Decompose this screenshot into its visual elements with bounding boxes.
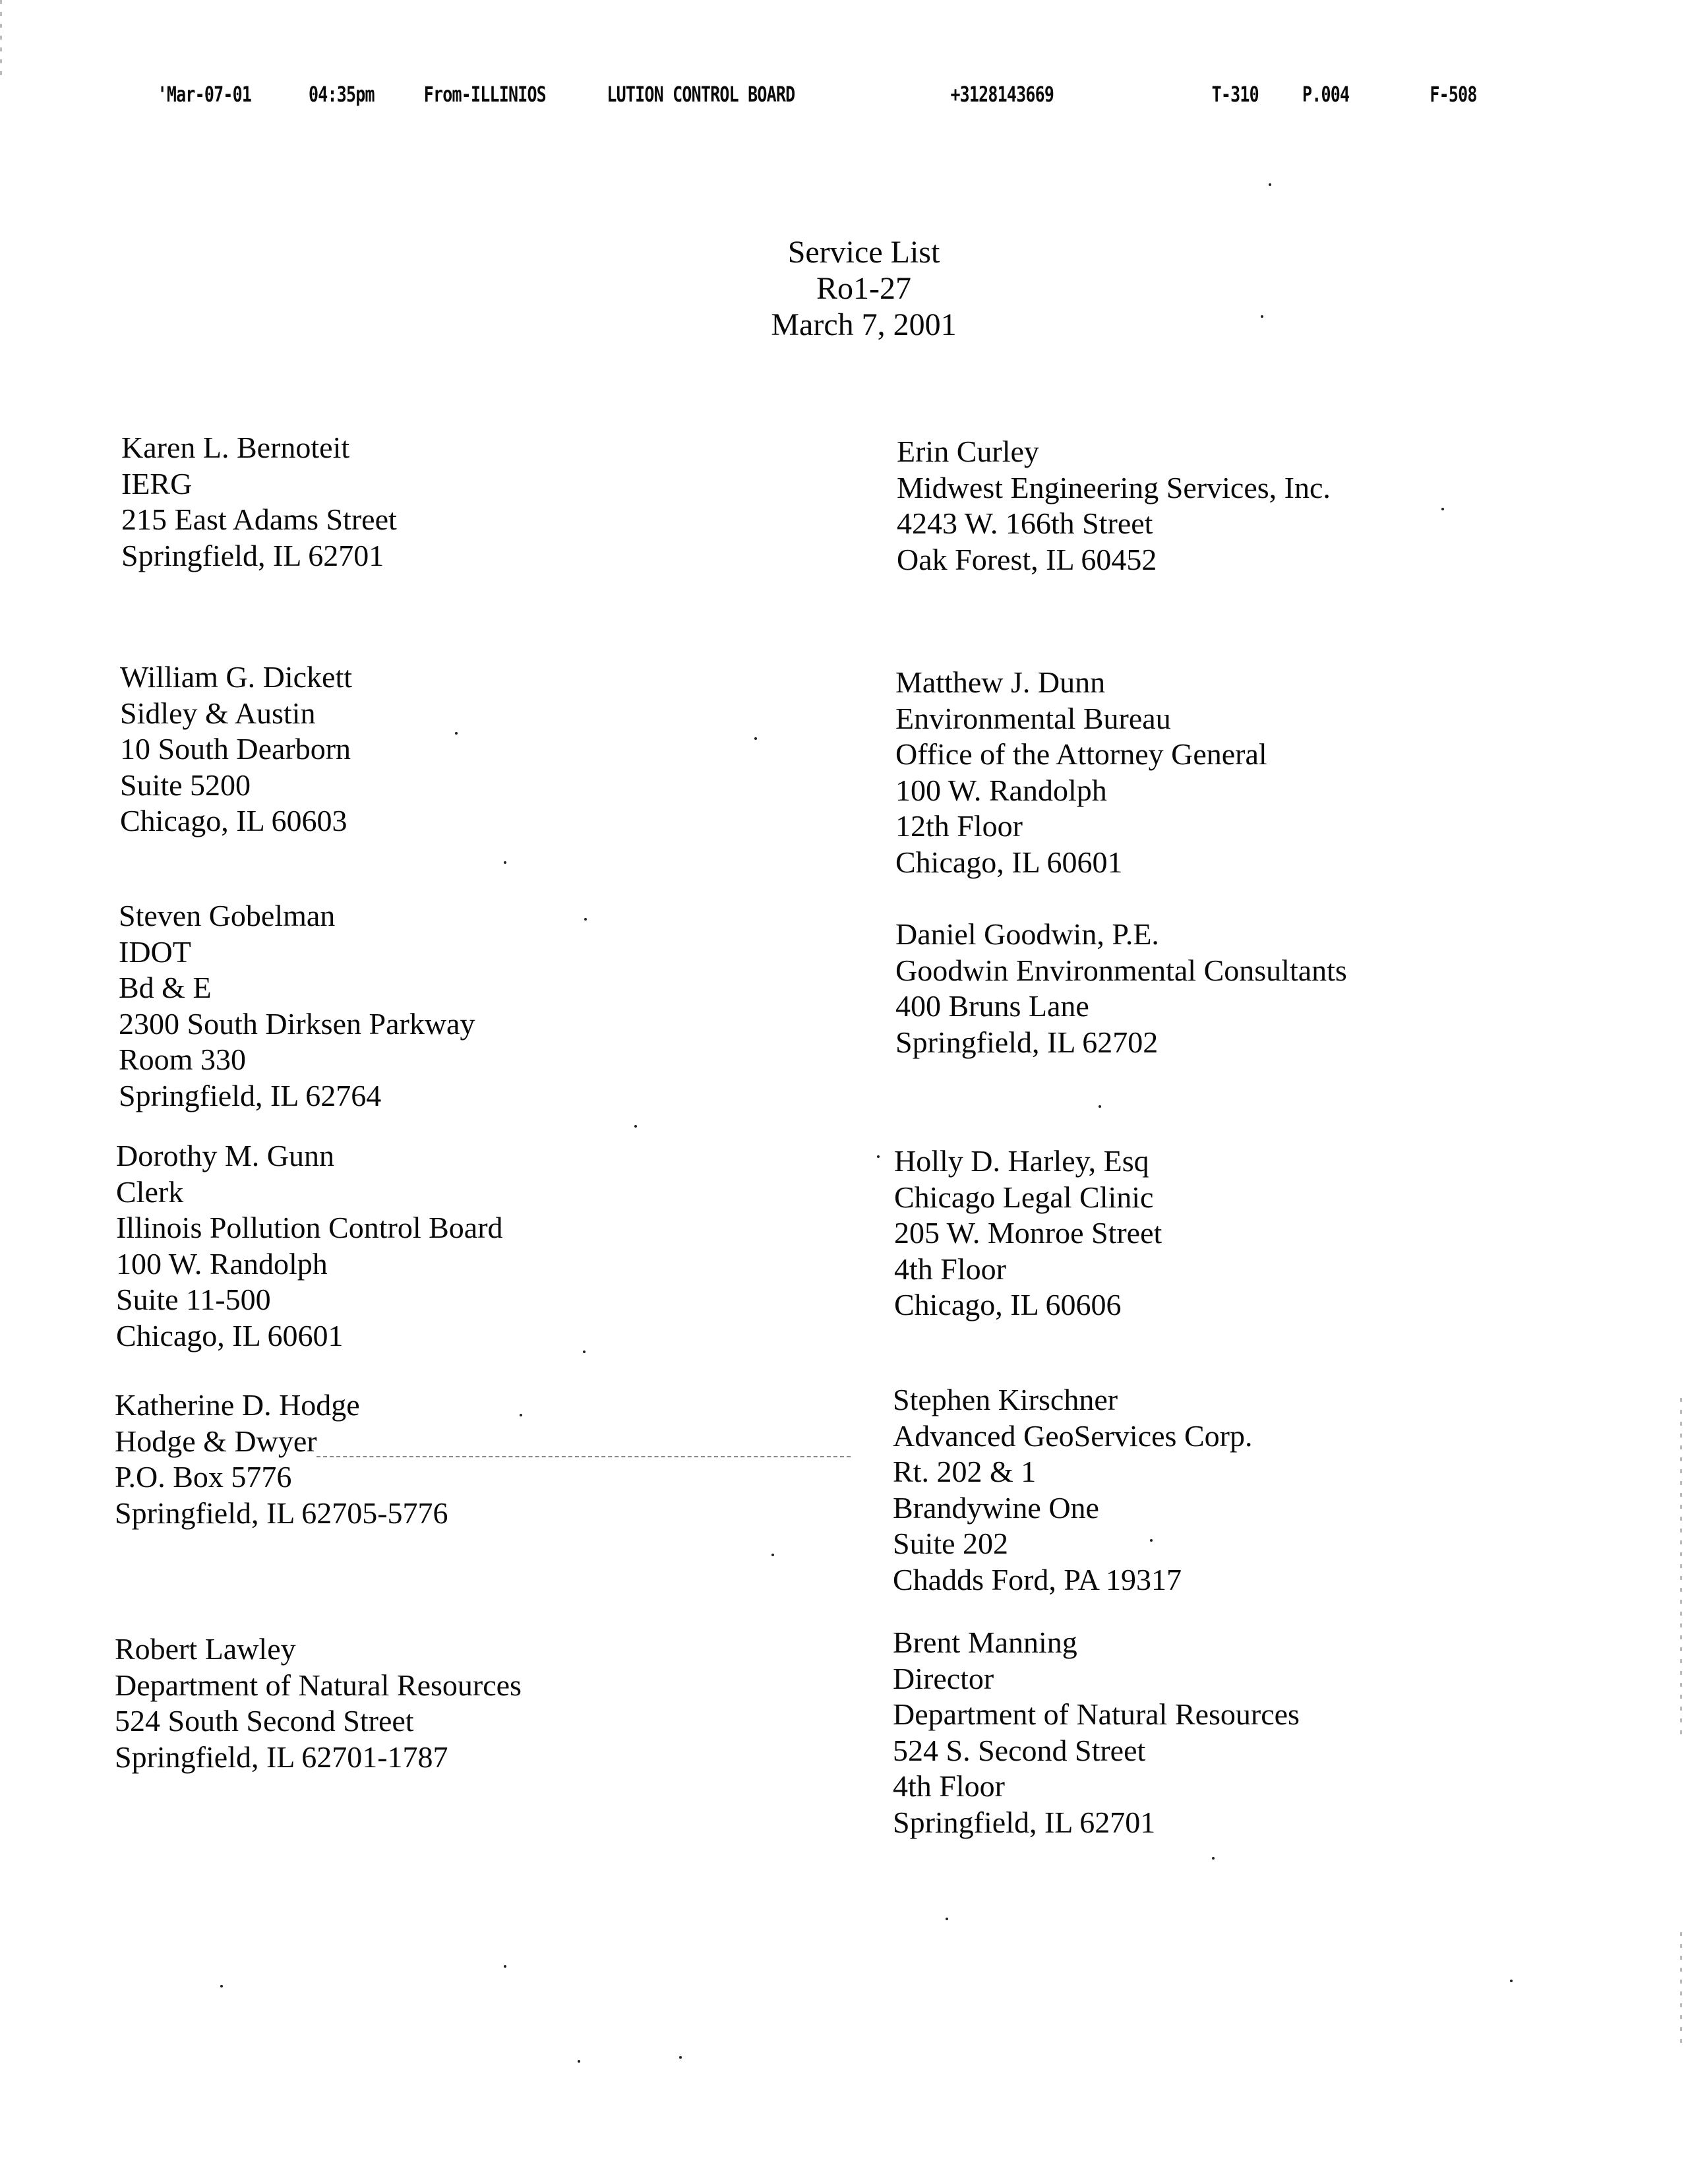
fax-sender: LUTION CONTROL BOARD bbox=[607, 82, 795, 107]
entry-name: Robert Lawley bbox=[115, 1632, 296, 1666]
scan-speck bbox=[584, 918, 587, 921]
scan-speck bbox=[504, 1965, 506, 1968]
entry-line: Department of Natural Resources bbox=[893, 1697, 1300, 1731]
entry-line: 205 W. Monroe Street bbox=[894, 1216, 1162, 1250]
service-entry-right-4 bbox=[894, 1143, 1162, 1323]
service-entry-left-3 bbox=[119, 898, 475, 1114]
entry-line: Advanced GeoServices Corp. bbox=[893, 1418, 1253, 1453]
entry-line: P.O. Box 5776 bbox=[115, 1460, 292, 1494]
scan-edge-noise bbox=[0, 0, 2, 79]
entry-line: 4th Floor bbox=[893, 1769, 1005, 1803]
entry-line: Chicago Legal Clinic bbox=[894, 1180, 1154, 1214]
entry-line: Goodwin Environmental Consultants bbox=[895, 953, 1347, 987]
scan-speck bbox=[634, 1125, 637, 1128]
fax-transmission-id: T-310 bbox=[1211, 82, 1259, 107]
scan-speck bbox=[1099, 1105, 1101, 1108]
entry-line: Springfield, IL 62705-5776 bbox=[115, 1496, 448, 1530]
entry-name: Daniel Goodwin, P.E. bbox=[895, 917, 1159, 951]
entry-line: 400 Bruns Lane bbox=[895, 989, 1089, 1023]
entry-name: Katherine D. Hodge bbox=[115, 1388, 360, 1422]
entry-line: 215 East Adams Street bbox=[121, 502, 397, 536]
service-entry-left-1 bbox=[121, 430, 397, 574]
entry-name: Stephen Kirschner bbox=[893, 1383, 1118, 1416]
entry-line: 524 S. Second Street bbox=[893, 1733, 1146, 1767]
entry-line: Chicago, IL 60606 bbox=[894, 1288, 1122, 1321]
scan-speck bbox=[1261, 315, 1263, 318]
service-entry-left-4 bbox=[116, 1138, 503, 1354]
scan-edge-noise bbox=[1680, 1398, 1682, 1741]
entry-line: Director bbox=[893, 1661, 994, 1695]
scan-speck bbox=[220, 1985, 223, 1987]
scan-speck bbox=[1150, 1539, 1153, 1542]
entry-line: Chicago, IL 60601 bbox=[116, 1318, 344, 1352]
entry-line: Sidley & Austin bbox=[120, 696, 316, 730]
entry-line: Springfield, IL 62701 bbox=[121, 538, 384, 572]
service-entry-right-3 bbox=[895, 917, 1347, 1060]
entry-line: Clerk bbox=[116, 1174, 184, 1209]
entry-name: Holly D. Harley, Esq bbox=[894, 1144, 1149, 1178]
fax-form-number: F-508 bbox=[1430, 82, 1477, 107]
scan-speck bbox=[504, 861, 506, 864]
entry-line: Suite 5200 bbox=[120, 768, 251, 802]
scan-speck bbox=[754, 737, 757, 740]
entry-line: 4th Floor bbox=[894, 1252, 1006, 1286]
entry-line: Springfield, IL 62701-1787 bbox=[115, 1740, 448, 1774]
entry-line: IERG bbox=[121, 466, 193, 501]
entry-line: 100 W. Randolph bbox=[895, 773, 1107, 807]
entry-line: Suite 11-500 bbox=[116, 1283, 271, 1316]
entry-line: Chadds Ford, PA 19317 bbox=[893, 1562, 1182, 1596]
entry-line: Midwest Engineering Services, Inc. bbox=[897, 470, 1331, 504]
fax-date: 'Mar-07-01 bbox=[157, 82, 252, 107]
entry-name: Karen L. Bernoteit bbox=[121, 431, 350, 464]
scan-edge-noise bbox=[1680, 1932, 1682, 2051]
entry-line: 100 W. Randolph bbox=[116, 1246, 328, 1281]
fax-from: From-ILLINIOS bbox=[423, 82, 546, 107]
service-entry-left-6 bbox=[115, 1631, 522, 1775]
fax-phone: +3128143669 bbox=[950, 82, 1054, 107]
entry-line: Hodge & Dwyer bbox=[115, 1424, 317, 1458]
entry-line: Chicago, IL 60601 bbox=[895, 845, 1123, 879]
entry-line: 4243 W. 166th Street bbox=[897, 506, 1153, 540]
scan-speck bbox=[455, 732, 458, 735]
document-title bbox=[712, 234, 1015, 343]
entry-line: Springfield, IL 62701 bbox=[893, 1805, 1156, 1839]
entry-line: IDOT bbox=[119, 934, 191, 969]
entry-line: Rt. 202 & 1 bbox=[893, 1455, 1037, 1488]
scan-speck bbox=[1212, 1857, 1215, 1860]
scan-speck bbox=[679, 2056, 682, 2059]
title-date: March 7, 2001 bbox=[771, 307, 957, 342]
entry-name: Brent Manning bbox=[893, 1625, 1077, 1659]
entry-line: Chicago, IL 60603 bbox=[120, 804, 347, 837]
title-heading: Service List bbox=[787, 235, 940, 270]
service-entry-left-2 bbox=[120, 659, 352, 839]
scan-speck bbox=[946, 1918, 948, 1920]
scan-speck bbox=[578, 2060, 580, 2063]
scan-speck bbox=[1510, 1980, 1513, 1982]
scan-speck bbox=[1269, 183, 1271, 186]
entry-line: Suite 202 bbox=[893, 1527, 1009, 1560]
entry-name: Dorothy M. Gunn bbox=[116, 1139, 334, 1172]
title-docket: Ro1-27 bbox=[816, 271, 911, 306]
scan-speck bbox=[583, 1350, 586, 1353]
entry-line: Environmental Bureau bbox=[895, 701, 1171, 735]
scan-artifact-dashed-line bbox=[316, 1456, 851, 1457]
service-entry-right-1 bbox=[897, 434, 1331, 578]
scan-speck bbox=[520, 1414, 522, 1416]
entry-line: 2300 South Dirksen Parkway bbox=[119, 1006, 475, 1041]
entry-line: Springfield, IL 62702 bbox=[895, 1025, 1159, 1059]
entry-line: 12th Floor bbox=[895, 809, 1023, 843]
entry-line: Bd & E bbox=[119, 971, 212, 1004]
entry-line: Office of the Attorney General bbox=[895, 737, 1267, 771]
entry-name: Steven Gobelman bbox=[119, 899, 336, 932]
entry-line: Department of Natural Resources bbox=[115, 1668, 522, 1702]
scan-speck bbox=[877, 1155, 880, 1158]
service-entry-right-2 bbox=[895, 665, 1267, 880]
entry-line: Oak Forest, IL 60452 bbox=[897, 542, 1157, 576]
service-entry-right-6 bbox=[893, 1625, 1300, 1840]
entry-name: William G. Dickett bbox=[120, 660, 353, 694]
fax-transmission-header bbox=[0, 82, 1477, 115]
entry-name: Matthew J. Dunn bbox=[895, 665, 1106, 699]
service-entry-right-5 bbox=[893, 1382, 1252, 1598]
entry-line: Illinois Pollution Control Board bbox=[116, 1211, 503, 1244]
entry-line: Brandywine One bbox=[893, 1490, 1099, 1525]
entry-line: 524 South Second Street bbox=[115, 1704, 414, 1738]
scan-speck bbox=[1441, 508, 1444, 510]
entry-line: Springfield, IL 62764 bbox=[119, 1078, 382, 1112]
entry-line: 10 South Dearborn bbox=[120, 732, 351, 766]
entry-name: Erin Curley bbox=[897, 435, 1039, 468]
service-entry-left-5 bbox=[115, 1387, 448, 1531]
entry-line: Room 330 bbox=[119, 1043, 246, 1076]
scan-speck bbox=[771, 1554, 774, 1556]
fax-time: 04:35pm bbox=[308, 82, 375, 107]
fax-page-number: P.004 bbox=[1302, 82, 1350, 107]
